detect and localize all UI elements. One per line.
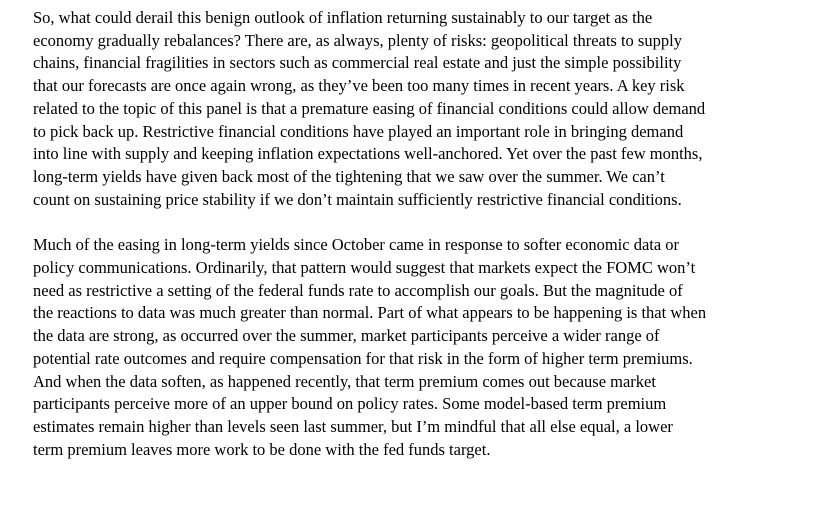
paragraph-line: chains, financial fragilities in sectors such as commercial real estate and just the simple possibility xyxy=(33,53,682,73)
paragraph-2 xyxy=(33,234,806,461)
paragraph-line: term premium leaves more work to be done with the fed funds target. xyxy=(33,439,491,459)
paragraph-line: Much of the easing in long-term yields since October came in response to softer economic data or xyxy=(33,235,680,255)
paragraph-line: related to the topic of this panel is that a premature easing of financial conditions could allow demand xyxy=(33,98,706,118)
paragraph-line: policy communications. Ordinarily, that pattern would suggest that markets expect the FOMC won’t xyxy=(33,258,696,278)
paragraph-line: need as restrictive a setting of the federal funds rate to accomplish our goals. But the magnitude of xyxy=(33,280,683,300)
paragraph-line: count on sustaining price stability if we don’t maintain sufficiently restrictive financial conditions. xyxy=(33,189,682,209)
paragraph-line: that our forecasts are once again wrong, as they’ve been too many times in recent years. A key risk xyxy=(33,76,685,96)
paragraph-line: long-term yields have given back most of the tightening that we saw over the summer. We can’t xyxy=(33,166,665,186)
paragraph-line: into line with supply and keeping inflation expectations well-anchored. Yet over the past few months, xyxy=(33,144,703,164)
paragraph-1 xyxy=(33,7,806,211)
paragraph-line: And when the data soften, as happened recently, that term premium comes out because market xyxy=(33,371,656,391)
paragraph-line: economy gradually rebalances? There are, as always, plenty of risks: geopolitical threats to supply xyxy=(33,30,682,50)
paragraph-line: the data are strong, as occurred over the summer, market participants perceive a wider range of xyxy=(33,326,660,346)
paragraph-line: the reactions to data was much greater than normal. Part of what appears to be happening is that when xyxy=(33,303,707,323)
paragraph-line: to pick back up. Restrictive financial conditions have played an important role in bringing demand xyxy=(33,121,684,141)
paragraph-line: participants perceive more of an upper bound on policy rates. Some model-based term premium xyxy=(33,394,667,414)
paragraph-line: potential rate outcomes and require compensation for that risk in the form of higher term premiums. xyxy=(33,348,693,368)
paragraph-line: So, what could derail this benign outlook of inflation returning sustainably to our target as the xyxy=(33,8,653,27)
paragraph-line: estimates remain higher than levels seen last summer, but I’m mindful that all else equal, a lower xyxy=(33,416,673,436)
